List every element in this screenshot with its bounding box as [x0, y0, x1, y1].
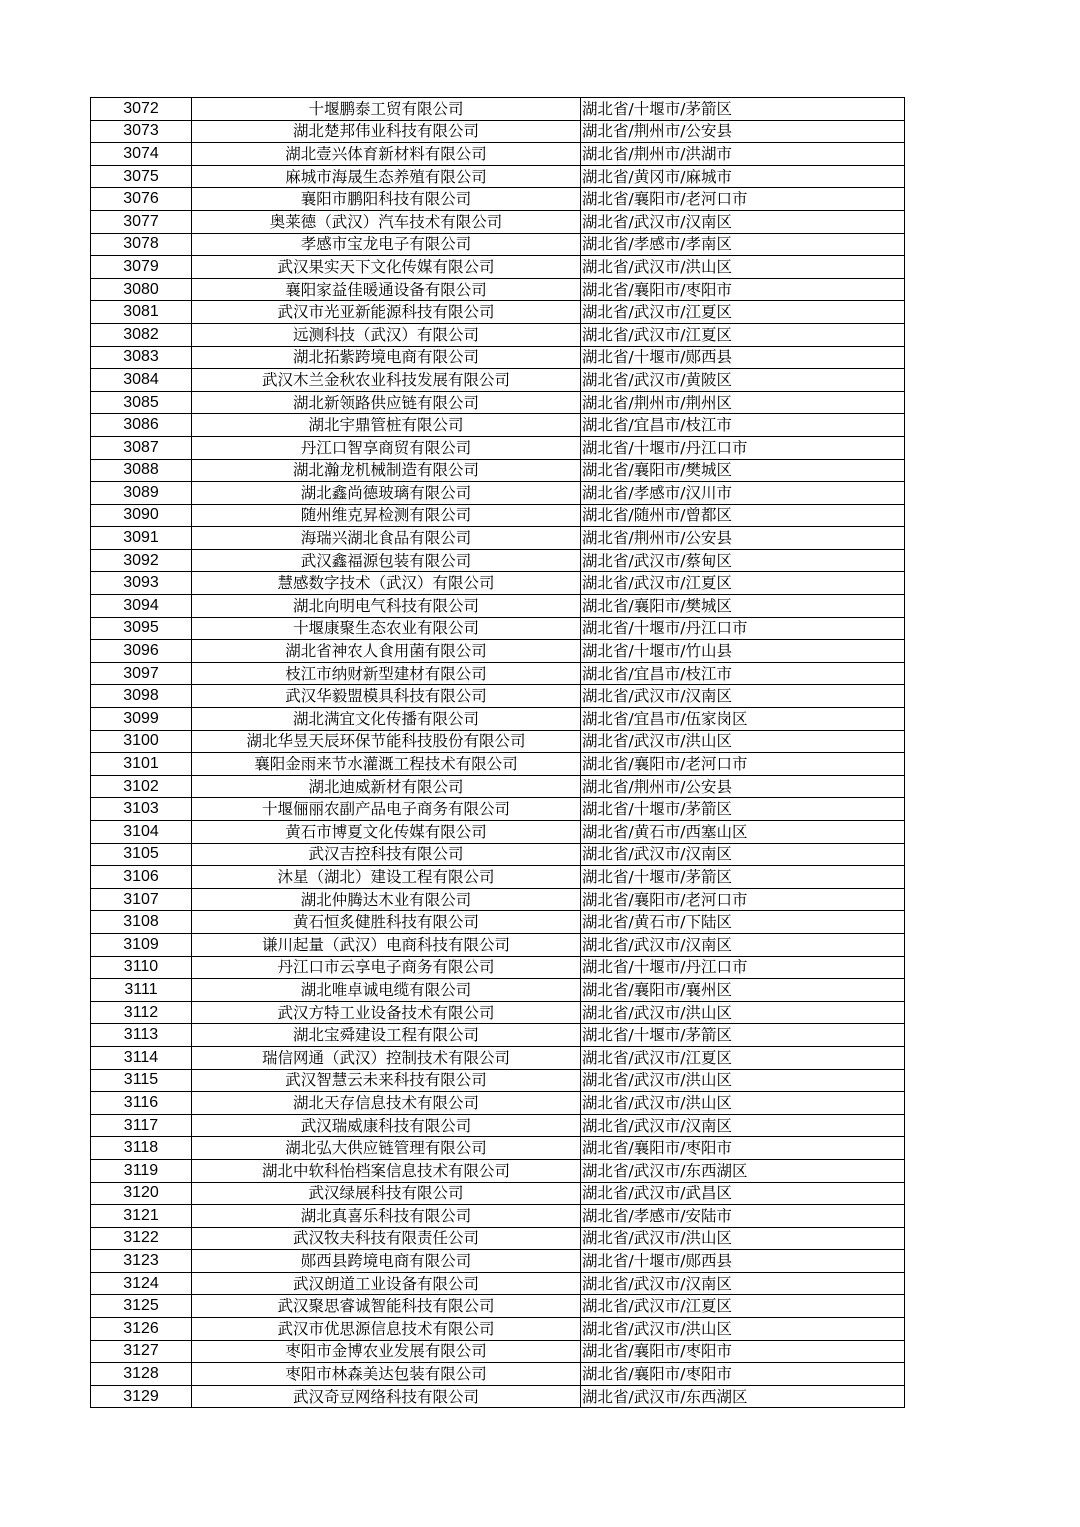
company-name: 湖北真喜乐科技有限公司: [192, 1205, 581, 1228]
row-number: 3097: [91, 662, 192, 685]
table-row: [91, 956, 905, 979]
company-region: 湖北省/襄阳市/老河口市: [581, 188, 905, 211]
company-name: 湖北弘大供应链管理有限公司: [192, 1137, 581, 1160]
company-region: 湖北省/宜昌市/伍家岗区: [581, 708, 905, 731]
row-number: 3082: [91, 323, 192, 346]
company-region: 湖北省/襄阳市/枣阳市: [581, 278, 905, 301]
table-row: [91, 1137, 905, 1160]
row-number: 3091: [91, 527, 192, 550]
table-row: [91, 459, 905, 482]
company-name: 武汉瑞威康科技有限公司: [192, 1114, 581, 1137]
company-region: 湖北省/十堰市/竹山县: [581, 640, 905, 663]
table-row: [91, 1295, 905, 1318]
company-region: 湖北省/武汉市/洪山区: [581, 1092, 905, 1115]
company-name: 十堰康聚生态农业有限公司: [192, 617, 581, 640]
row-number: 3125: [91, 1295, 192, 1318]
table-row: [91, 436, 905, 459]
row-number: 3086: [91, 414, 192, 437]
company-name: 麻城市海晟生态养殖有限公司: [192, 165, 581, 188]
table-row: [91, 346, 905, 369]
company-name: 武汉智慧云未来科技有限公司: [192, 1069, 581, 1092]
company-name: 十堰俪丽农副产品电子商务有限公司: [192, 798, 581, 821]
company-region: 湖北省/武汉市/江夏区: [581, 301, 905, 324]
company-name: 湖北满宜文化传播有限公司: [192, 708, 581, 731]
row-number: 3105: [91, 843, 192, 866]
company-region: 湖北省/武汉市/汉南区: [581, 933, 905, 956]
company-name: 湖北中软科怡档案信息技术有限公司: [192, 1159, 581, 1182]
table-row: [91, 730, 905, 753]
row-number: 3073: [91, 120, 192, 143]
table-row: [91, 888, 905, 911]
table-row: [91, 685, 905, 708]
table-row: [91, 527, 905, 550]
table-row: [91, 1205, 905, 1228]
company-name: 湖北唯卓诚电缆有限公司: [192, 979, 581, 1002]
company-name: 丹江口智享商贸有限公司: [192, 436, 581, 459]
row-number: 3118: [91, 1137, 192, 1160]
company-region: 湖北省/襄阳市/老河口市: [581, 753, 905, 776]
table-row: [91, 278, 905, 301]
table-row: [91, 143, 905, 166]
company-region: 湖北省/武汉市/汉南区: [581, 210, 905, 233]
company-region: 湖北省/荆州市/公安县: [581, 527, 905, 550]
company-region: 湖北省/宜昌市/枝江市: [581, 662, 905, 685]
row-number: 3129: [91, 1385, 192, 1408]
company-name: 武汉市优思源信息技术有限公司: [192, 1318, 581, 1341]
company-name: 武汉果实天下文化传媒有限公司: [192, 256, 581, 279]
company-region: 湖北省/武汉市/洪山区: [581, 1227, 905, 1250]
table-row: [91, 1092, 905, 1115]
row-number: 3096: [91, 640, 192, 663]
row-number: 3092: [91, 549, 192, 572]
row-number: 3101: [91, 753, 192, 776]
row-number: 3106: [91, 866, 192, 889]
table-row: [91, 595, 905, 618]
company-region: 湖北省/武汉市/汉南区: [581, 685, 905, 708]
company-region: 湖北省/十堰市/郧西县: [581, 346, 905, 369]
company-name: 郧西县跨境电商有限公司: [192, 1250, 581, 1273]
company-name: 枝江市纳财新型建材有限公司: [192, 662, 581, 685]
company-name: 海瑞兴湖北食品有限公司: [192, 527, 581, 550]
row-number: 3127: [91, 1340, 192, 1363]
table-row: [91, 821, 905, 844]
table-row: [91, 572, 905, 595]
row-number: 3090: [91, 504, 192, 527]
company-region: 湖北省/宜昌市/枝江市: [581, 414, 905, 437]
table-row: [91, 98, 905, 121]
company-name: 湖北鑫尚德玻璃有限公司: [192, 482, 581, 505]
table-row: [91, 210, 905, 233]
company-region: 湖北省/武汉市/武昌区: [581, 1182, 905, 1205]
company-region: 湖北省/武汉市/黄陂区: [581, 369, 905, 392]
row-number: 3085: [91, 391, 192, 414]
company-name: 湖北迪威新材有限公司: [192, 775, 581, 798]
row-number: 3120: [91, 1182, 192, 1205]
company-region: 湖北省/十堰市/丹江口市: [581, 956, 905, 979]
company-region: 湖北省/荆州市/公安县: [581, 120, 905, 143]
table-row: [91, 549, 905, 572]
row-number: 3108: [91, 911, 192, 934]
row-number: 3110: [91, 956, 192, 979]
row-number: 3074: [91, 143, 192, 166]
company-region: 湖北省/武汉市/江夏区: [581, 1295, 905, 1318]
company-region: 湖北省/武汉市/东西湖区: [581, 1385, 905, 1408]
row-number: 3094: [91, 595, 192, 618]
company-region: 湖北省/十堰市/茅箭区: [581, 98, 905, 121]
row-number: 3107: [91, 888, 192, 911]
row-number: 3126: [91, 1318, 192, 1341]
row-number: 3075: [91, 165, 192, 188]
company-name: 慧感数字技术（武汉）有限公司: [192, 572, 581, 595]
company-name: 湖北仲腾达木业有限公司: [192, 888, 581, 911]
row-number: 3077: [91, 210, 192, 233]
company-region: 湖北省/武汉市/洪山区: [581, 1318, 905, 1341]
company-region: 湖北省/黄冈市/麻城市: [581, 165, 905, 188]
company-name: 湖北新领路供应链有限公司: [192, 391, 581, 414]
table-row: [91, 504, 905, 527]
company-region: 湖北省/武汉市/汉南区: [581, 1272, 905, 1295]
row-number: 3123: [91, 1250, 192, 1273]
row-number: 3080: [91, 278, 192, 301]
table-row: [91, 1227, 905, 1250]
row-number: 3121: [91, 1205, 192, 1228]
table-row: [91, 414, 905, 437]
company-name: 黄石市博夏文化传媒有限公司: [192, 821, 581, 844]
company-name: 湖北华昱天辰环保节能科技股份有限公司: [192, 730, 581, 753]
row-number: 3087: [91, 436, 192, 459]
company-region: 湖北省/荆州市/洪湖市: [581, 143, 905, 166]
company-region: 湖北省/荆州市/公安县: [581, 775, 905, 798]
row-number: 3072: [91, 98, 192, 121]
table-row: [91, 323, 905, 346]
row-number: 3084: [91, 369, 192, 392]
company-name: 武汉吉控科技有限公司: [192, 843, 581, 866]
table-row: [91, 1159, 905, 1182]
row-number: 3078: [91, 233, 192, 256]
company-name: 枣阳市林森美达包装有限公司: [192, 1363, 581, 1386]
row-number: 3109: [91, 933, 192, 956]
company-region: 湖北省/黄石市/西塞山区: [581, 821, 905, 844]
company-region: 湖北省/襄阳市/樊城区: [581, 459, 905, 482]
table-row: [91, 843, 905, 866]
company-region: 湖北省/孝感市/安陆市: [581, 1205, 905, 1228]
row-number: 3115: [91, 1069, 192, 1092]
company-name: 湖北拓紫跨境电商有限公司: [192, 346, 581, 369]
row-number: 3113: [91, 1024, 192, 1047]
company-region: 湖北省/十堰市/茅箭区: [581, 1024, 905, 1047]
company-region: 湖北省/荆州市/荆州区: [581, 391, 905, 414]
row-number: 3089: [91, 482, 192, 505]
company-name: 远测科技（武汉）有限公司: [192, 323, 581, 346]
row-number: 3111: [91, 979, 192, 1002]
company-region: 湖北省/武汉市/汉南区: [581, 1114, 905, 1137]
company-name: 湖北壹兴体育新材料有限公司: [192, 143, 581, 166]
row-number: 3112: [91, 1001, 192, 1024]
row-number: 3079: [91, 256, 192, 279]
table-row: [91, 753, 905, 776]
table-row: [91, 1385, 905, 1408]
table-row: [91, 617, 905, 640]
company-name: 十堰鹏泰工贸有限公司: [192, 98, 581, 121]
company-region: 湖北省/武汉市/江夏区: [581, 1046, 905, 1069]
table-row: [91, 798, 905, 821]
table-row: [91, 1114, 905, 1137]
company-name: 湖北向明电气科技有限公司: [192, 595, 581, 618]
row-number: 3095: [91, 617, 192, 640]
company-region: 湖北省/武汉市/江夏区: [581, 572, 905, 595]
company-name: 孝感市宝龙电子有限公司: [192, 233, 581, 256]
company-name: 奥莱德（武汉）汽车技术有限公司: [192, 210, 581, 233]
row-number: 3076: [91, 188, 192, 211]
company-name: 武汉市光亚新能源科技有限公司: [192, 301, 581, 324]
company-region: 湖北省/武汉市/洪山区: [581, 730, 905, 753]
table-row: [91, 933, 905, 956]
company-name: 武汉奇豆网络科技有限公司: [192, 1385, 581, 1408]
company-region: 湖北省/十堰市/郧西县: [581, 1250, 905, 1273]
company-name: 湖北瀚龙机械制造有限公司: [192, 459, 581, 482]
row-number: 3104: [91, 821, 192, 844]
table-row: [91, 120, 905, 143]
table-row: [91, 1182, 905, 1205]
table-row: [91, 1046, 905, 1069]
row-number: 3102: [91, 775, 192, 798]
company-region: 湖北省/武汉市/东西湖区: [581, 1159, 905, 1182]
row-number: 3119: [91, 1159, 192, 1182]
company-name: 随州维克昇检测有限公司: [192, 504, 581, 527]
table-row: [91, 1272, 905, 1295]
table-row: [91, 866, 905, 889]
company-name: 湖北天存信息技术有限公司: [192, 1092, 581, 1115]
row-number: 3124: [91, 1272, 192, 1295]
company-region: 湖北省/孝感市/汉川市: [581, 482, 905, 505]
company-region: 湖北省/襄阳市/樊城区: [581, 595, 905, 618]
company-table: [90, 97, 905, 1408]
table-row: [91, 369, 905, 392]
table-row: [91, 391, 905, 414]
row-number: 3117: [91, 1114, 192, 1137]
company-name: 湖北宇鼎管桩有限公司: [192, 414, 581, 437]
table-row: [91, 775, 905, 798]
company-name: 襄阳家益佳暖通设备有限公司: [192, 278, 581, 301]
company-name: 武汉聚思睿诚智能科技有限公司: [192, 1295, 581, 1318]
table-row: [91, 1001, 905, 1024]
table-row: [91, 1024, 905, 1047]
table-row: [91, 1069, 905, 1092]
row-number: 3103: [91, 798, 192, 821]
table-row: [91, 1363, 905, 1386]
table-row: [91, 1318, 905, 1341]
company-name: 武汉牧夫科技有限责任公司: [192, 1227, 581, 1250]
row-number: 3081: [91, 301, 192, 324]
company-name: 武汉鑫福源包装有限公司: [192, 549, 581, 572]
company-region: 湖北省/襄阳市/老河口市: [581, 888, 905, 911]
company-name: 丹江口市云享电子商务有限公司: [192, 956, 581, 979]
company-region: 湖北省/武汉市/洪山区: [581, 256, 905, 279]
company-name: 湖北省神农人食用菌有限公司: [192, 640, 581, 663]
table-row: [91, 911, 905, 934]
company-region: 湖北省/十堰市/丹江口市: [581, 617, 905, 640]
row-number: 3100: [91, 730, 192, 753]
table-row: [91, 979, 905, 1002]
company-name: 武汉方特工业设备技术有限公司: [192, 1001, 581, 1024]
table-row: [91, 1250, 905, 1273]
company-region: 湖北省/十堰市/茅箭区: [581, 866, 905, 889]
company-name: 枣阳市金博农业发展有限公司: [192, 1340, 581, 1363]
row-number: 3128: [91, 1363, 192, 1386]
table-row: [91, 165, 905, 188]
company-region: 湖北省/襄阳市/枣阳市: [581, 1363, 905, 1386]
row-number: 3098: [91, 685, 192, 708]
company-name: 沐星（湖北）建设工程有限公司: [192, 866, 581, 889]
company-table-body: [91, 98, 905, 1408]
company-region: 湖北省/武汉市/江夏区: [581, 323, 905, 346]
row-number: 3116: [91, 1092, 192, 1115]
company-region: 湖北省/襄阳市/枣阳市: [581, 1137, 905, 1160]
company-name: 襄阳金雨来节水灌溉工程技术有限公司: [192, 753, 581, 776]
company-name: 湖北宝舜建设工程有限公司: [192, 1024, 581, 1047]
row-number: 3088: [91, 459, 192, 482]
company-region: 湖北省/武汉市/汉南区: [581, 843, 905, 866]
company-region: 湖北省/武汉市/洪山区: [581, 1001, 905, 1024]
company-name: 武汉华毅盟模具科技有限公司: [192, 685, 581, 708]
company-region: 湖北省/襄阳市/襄州区: [581, 979, 905, 1002]
row-number: 3083: [91, 346, 192, 369]
table-row: [91, 640, 905, 663]
row-number: 3122: [91, 1227, 192, 1250]
table-row: [91, 256, 905, 279]
company-region: 湖北省/十堰市/茅箭区: [581, 798, 905, 821]
table-row: [91, 662, 905, 685]
company-name: 湖北楚邦伟业科技有限公司: [192, 120, 581, 143]
row-number: 3093: [91, 572, 192, 595]
table-row: [91, 188, 905, 211]
company-name: 武汉绿展科技有限公司: [192, 1182, 581, 1205]
company-name: 黄石恒炙健胜科技有限公司: [192, 911, 581, 934]
company-name: 谦川起量（武汉）电商科技有限公司: [192, 933, 581, 956]
company-region: 湖北省/武汉市/洪山区: [581, 1069, 905, 1092]
table-row: [91, 482, 905, 505]
row-number: 3099: [91, 708, 192, 731]
table-row: [91, 301, 905, 324]
company-region: 湖北省/孝感市/孝南区: [581, 233, 905, 256]
company-name: 瑞信网通（武汉）控制技术有限公司: [192, 1046, 581, 1069]
company-region: 湖北省/襄阳市/枣阳市: [581, 1340, 905, 1363]
company-name: 武汉木兰金秋农业科技发展有限公司: [192, 369, 581, 392]
company-region: 湖北省/黄石市/下陆区: [581, 911, 905, 934]
company-name: 襄阳市鹏阳科技有限公司: [192, 188, 581, 211]
table-row: [91, 708, 905, 731]
row-number: 3114: [91, 1046, 192, 1069]
table-row: [91, 1340, 905, 1363]
company-region: 湖北省/随州市/曾都区: [581, 504, 905, 527]
table-row: [91, 233, 905, 256]
company-name: 武汉朗道工业设备有限公司: [192, 1272, 581, 1295]
company-region: 湖北省/十堰市/丹江口市: [581, 436, 905, 459]
company-region: 湖北省/武汉市/蔡甸区: [581, 549, 905, 572]
